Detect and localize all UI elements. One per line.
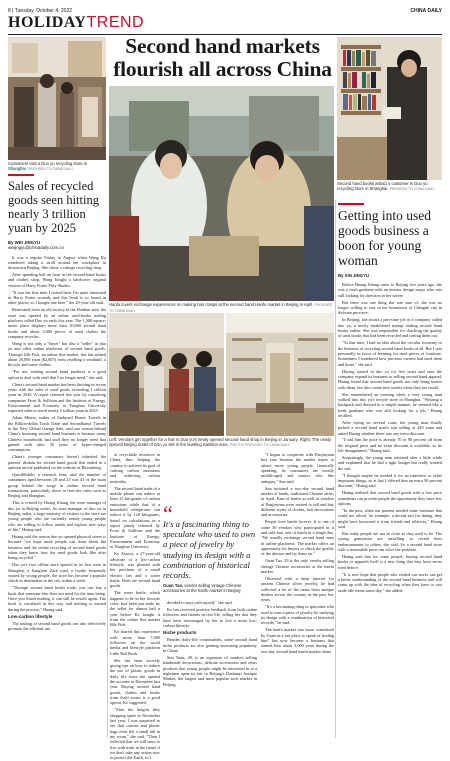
attribution-desc: vendor selling vintage Chinese accessories at the hanfu market in Beijing <box>163 583 242 594</box>
paragraph: Huang said that for some people, buying second hand books or apparels itself is a new thing that they have never tried before. <box>338 553 442 570</box>
paragraph: In Beijing, she found a part-time job in a company called duo yu, a newly established startup trading second hand books online. She was responsible for checking the quality of used books that had been recycled and sorting them out. <box>338 317 442 339</box>
middle-left-column <box>110 452 160 761</box>
middle-center-column <box>163 600 257 740</box>
column-divider <box>335 200 336 738</box>
pull-quote <box>163 501 257 594</box>
byline-name: By XIN JINGYU <box>338 272 370 278</box>
subhead: Low-carbon lifestyle <box>8 613 53 619</box>
caption-top-left <box>8 161 106 172</box>
paragraph: Renovated from an old factory in the Haidian area, the store was opened by an online used-books trading platform called Duo yu early this year. The 1,000-square-meter place displays more than 10,000 second hand books and about 3,000 pieces of used clothes the company recycles. <box>8 307 106 340</box>
paragraph: Ke shared this experience with more than 7,000 followers on the social media and lifestyle platform Little Red Book. <box>110 629 160 656</box>
paragraph: "In the past, when our parents needed some furniture that could not afford, for example, a decent suit for dating, they might have borrowed it from friends and relatives," Huang said. <box>338 507 442 529</box>
photo-secondhand-books <box>337 37 442 180</box>
paper-name: CHINA DAILY <box>410 8 442 14</box>
paragraph: QuestMobile, a research firm, said the number of consumers aged between 18 and 25 was 41 of the main group behind the surge in online second hand transactions, particularly those in first-tier cities such as Beijing and Shanghai. <box>8 471 106 499</box>
paragraph: After trying on several coats, the young man finally picked a second hand men's suit selling at 449 yuan and asked Huang whether there was any extra discount. <box>338 419 442 436</box>
section-header <box>8 14 442 35</box>
paragraph: It was a regular Friday in August when Wang Ru wandered taking a stroll around her workplace in downtown Beijing. She chose a vintage recycling shop. <box>8 254 106 271</box>
accent-rule <box>8 174 34 176</box>
subhead: Niche products <box>163 630 197 636</box>
paragraph: "It was the first time I visited here. I'm quite interested in Harry Potter recently and this book is so found in other places, so I bought one here," the 29-year-old said. <box>8 289 106 306</box>
photo-credit: PROVIDED TO CHINA DAILY <box>109 303 333 313</box>
paragraph: Guan Tao, 29 is the only vendor selling vintage Chinese accessories at the hanfu market. <box>261 558 334 574</box>
paragraph: "After the fungies they shopping spree in November last year, I was surprised to see that cartons and plastic bags even left a small hill in my room," she said. "Then I reflected that we will have to live with trash in the future if we don't take any action now to protect the Earth, so I <box>110 707 160 761</box>
right-article-byline <box>338 273 442 279</box>
accent-rule <box>338 203 364 205</box>
paragraph: "I told him the price is already 70 or 80 percent off from the original price and no extra discount is available, so he left disappointed," Huang said. <box>338 437 442 454</box>
paragraph: She has been actively giving tips on how to reduce the use of plastic goods in daily life since she opened the account in December last year. Buying second hand goods, clothes and books from thrift stores is a good option, Ke suggested. <box>110 657 160 706</box>
byline-email: weijingyu@chinadaily.com.cn <box>8 245 64 250</box>
paragraph: Ke has received positive feedback from both online followers and friends in real life, telling her that they have been encouraged by her to live a more low-carbon lifestyle. <box>163 606 257 628</box>
paragraph: Before Huang Jiliang came to Beijing five years ago, she was a fresh graduate with an interior design major who was still looking for direction in her career. <box>338 282 442 298</box>
left-article-body <box>8 255 106 733</box>
paragraph: of recyclable resources in China, thus helping the country to achieve its goal of curbing carbon emissions and achieving carbon neutrality. <box>110 452 160 484</box>
paragraph: The hanfu market was more considered by Guan as a fun place to speak of finding him" has now become a business that earned him about 3,000 yuan during the two-day second hand hanfu market alone. <box>261 627 334 654</box>
paragraph: decided to start with myself," she said. <box>167 600 233 605</box>
paragraph: But there was one thing she was sure of: she was no longer willing to stay in her hometown of Chengdu city in Sichuan province. <box>338 299 442 316</box>
paragraph: Having started in duo yu for five years and seen the company expand its business to selling second hand apparel, Huang found that second hand goods not only bring stories with them, but also create new stories when they are resold. <box>338 368 442 390</box>
paragraph: Sun Yuan, 49, is an organizer of vendors selling handmade decorations, delicate accessories and other products that young people might be interested in at a nighttime open-air fair in Beijing's Dashanzi Antique Market, the largest and most popular such market in Beijing. <box>163 654 257 687</box>
right-article <box>338 203 442 727</box>
paragraph: People love hanfu forever. It is one of some 30 vendors who participated in it and sold four sets of hanfu in a single day. "We usually exchange second hand ones in online platforms. The market offers an opportunity for buyers to check the quality of the dresses and try them on." <box>261 519 334 557</box>
pull-quote-attribution <box>163 583 257 593</box>
section-name-holiday: HOLIDAY <box>8 14 87 31</box>
paragraph: "At that time, I had no idea about the circular economy or the business of recycling second hand books at all. But I was personally in favor of learning for used pieces of furniture. Sometimes I wondered how precious owners had used them and those," she said. <box>338 340 442 367</box>
paragraph: The water bottle, which happens to be in her favorite color, had been put aside by the seller for almost half a year before Ke bought it from the online flea market Idle Fish. <box>110 590 160 628</box>
caption-top-right <box>337 181 442 192</box>
photo-recycling-store <box>8 37 106 160</box>
paragraph: "Through second hand books trade, you can buy a book that someone else does not need for the time being. Once you finish reading, it can still be resold again. The book is circulated in this way and nothing is wasted during the process," Huang said. <box>8 585 106 612</box>
column-divider <box>107 313 108 738</box>
paragraph: "I began to cooperate with Panjiayuan last year because the market hopes to attract more young people. Generally speaking, its consumers are mostly middle-aged and seniors who like antiques," Sun said. <box>261 452 334 484</box>
paragraph: This is echoed by Huang Jiliang, the store manager of duo yu in Beijing outlet. As store manager of duo yu in Beijing outlet, a large majority of visitors to the store are young people who are currently trendy young people who are willing to follow trends and explore new ways of life," Huang said. <box>8 500 106 532</box>
section-name-trend: TREND <box>86 14 145 31</box>
right-article-body <box>338 282 442 727</box>
photo-credit: PROVIDED TO CHINA DAILY <box>389 187 435 191</box>
photo-credit: PROVIDED TO CHINA DAILY <box>28 167 74 171</box>
paragraph: She remembered an evening when a very young man walked into duo yu's recycle store in Shanghai. "Wearing a backpack and dressed in a simple manner, he seemed like a fresh graduate who was still looking for a job," Huang recalled. <box>338 391 442 418</box>
paragraph: But today people are not as close as they used to be. The young generation are unwilling to reveal their embarrassment to others, she said. So a second hand store with a reasonable price can solve the problem. <box>338 530 442 552</box>
paragraph: Huang realized that second hand goods with a low price sometimes can provide people the opportunity they have few options. <box>338 490 442 506</box>
paragraph: "It is now hope that people who visited our stores can get a better understanding of the second hand business and will come up with the idea of recycling when they have to cast aside idle items some day," she added. <box>338 571 442 593</box>
paragraph: "For me, trading second hand products is a good option to deal with stuff that I no longer need," she said. <box>8 369 106 380</box>
paragraph: The trading of second hand goods can also effectively promote the efficient use <box>8 620 106 632</box>
paragraph: "I thought maybe he needed it for an interview or other important things, so at last I offered him an extra 50 percent discount," Huang said. <box>338 472 442 489</box>
paragraph: "It's a fascinating thing to speculate who used to own a piece of jewelry by studying its design with a combination of historical records," he said. <box>261 604 334 626</box>
paragraph: Adam Minter, author of Junkyard Planet: Travels in the Billion-dollar Trash Trade and Secondhand: Travels in the New Global Garage Sale, said one reason behind China's booming second hand business is because many Chinese households had stuff they no longer need that gained with after 30 years of hyper-charged consumption. <box>8 415 106 453</box>
middle-right-column <box>261 452 334 740</box>
paragraph: The second hand trade of a mobile phone can reduce at least 25 kilograms of carbon emissions while that of a household refrigerator can reduce it by 120 kilograms, based on calculations in a report jointly released by Frost & Sullivan and the Institute of Energy, Environment and Economy at Tsinghua University. <box>110 485 160 550</box>
main-headline: Second hand markets flourish all across China <box>113 34 332 81</box>
paragraph: China's second hand market has been thriving in recent years with the sales of used goods exceeding 1 trillion yuan in 2020. A report released last year by consulting companies Frost & Sullivan and the Institute of Energy, Environment and Economy at Tsinghua University expected sales to reach nearly 3 trillion yuan in 2025. <box>8 381 106 414</box>
left-article-byline <box>8 240 106 251</box>
paragraph: Besides daily-life consumables, some second hand niche products are also gaining increasing popularity in China. <box>163 637 257 653</box>
paragraph: Duo yu's first offline store opened in its first store in Shanghai, a Jiang'nan Zarb road, a foodie frequently visited by young people, the store has become a popular check-in destination in the city within a week. <box>8 562 106 584</box>
left-article-headline: Sales of recycled goods seen hitting nearly 3 trillion yuan by 2025 <box>8 178 99 235</box>
photo-beijing-outlet <box>226 313 334 436</box>
caption-text: Left: Vendors get together for a hair in Duo yu's newly opened second-hand shop in Beijing in January. Right: The newly opened Beijing outlet of Duo yu sits in the bustling Sanlitun area. <box>109 437 332 447</box>
paragraph: Surprisingly, the young man returned after a little while and explained that he had a tight budget but really wanted the suit. <box>338 455 442 471</box>
paragraph: Huang said the reason duo yu opened physical stores is because "we hope more people can learn about the business and the online recycling of second hand goods when they know how the used goods look like after being recycled." <box>8 533 106 561</box>
right-article-headline: Getting into used goods business a boon for young woman <box>338 207 431 268</box>
paragraph: Sun initiated a two-day second hand market of hanfu, traditional Chinese attire, in April. Fans of hanfu as well as vendors of Panjiayuan were invited to sell and buy different styles of clothes, hair decorations and accessories. <box>261 485 334 518</box>
photo-credit: PHOTOS PROVIDED TO CHINA DAILY <box>229 443 291 447</box>
caption-bottom <box>109 437 334 448</box>
attribution-name: Guan Tao, <box>163 583 184 589</box>
paragraph: Wang is not only a "buyer" but also a "seller" in duo yu and other online platforms of second hand goods. Through Idle Fish, an online flea market, she has earned about 20,000 yuan ($2,807) from reselling a treadmill, a bicycle and some clothes. <box>8 341 106 368</box>
paragraph: Ke Xiaoyu, a 27-year-old advocate of a low-carbon lifestyle, was pleased with her purchase of a small electric fan and a water bottle. Both are second hand goods. <box>110 551 160 589</box>
byline-name: By WEI JINGYU <box>8 239 40 245</box>
photo-vendors-gathering <box>109 313 224 436</box>
paragraph: Obsessed with a deep interest for ancient Chinese silver jewelry, he had collected a lot of the items from antique dealers across the country in the past few years. <box>261 575 334 603</box>
paragraph: After spending half an hour in the second-hand books and clothes shop, Wang bought a hardcover original version of Harry Potter Fifty Shades. <box>8 272 106 288</box>
pull-quote-text: It's a fascinating thing to speculate who used to own a piece of jewelry by studying its design with a combination of historical records. <box>163 519 256 581</box>
caption-text: Customers visit a Duo yu recycling store in Shanghai. <box>8 161 88 171</box>
page-date: 8 | Tuesday, October 4, 2022 <box>8 8 73 14</box>
left-article <box>8 174 106 733</box>
photo-hanfu-market <box>109 86 334 301</box>
paragraph: China's younger consumers haven't inherited the parents' disdain for second hand goods that ended in a opinion article published on the website of Bloomberg. <box>8 454 106 470</box>
quote-mark-icon: “ <box>163 501 173 526</box>
caption-text: Hanfu lovers exchange experiences on making hair clasps at the second hand Hanfu market in Beijing in April. <box>109 302 314 307</box>
caption-text: Second hand books attract a customer in Duo yu recycling store in Shanghai. <box>337 181 428 191</box>
